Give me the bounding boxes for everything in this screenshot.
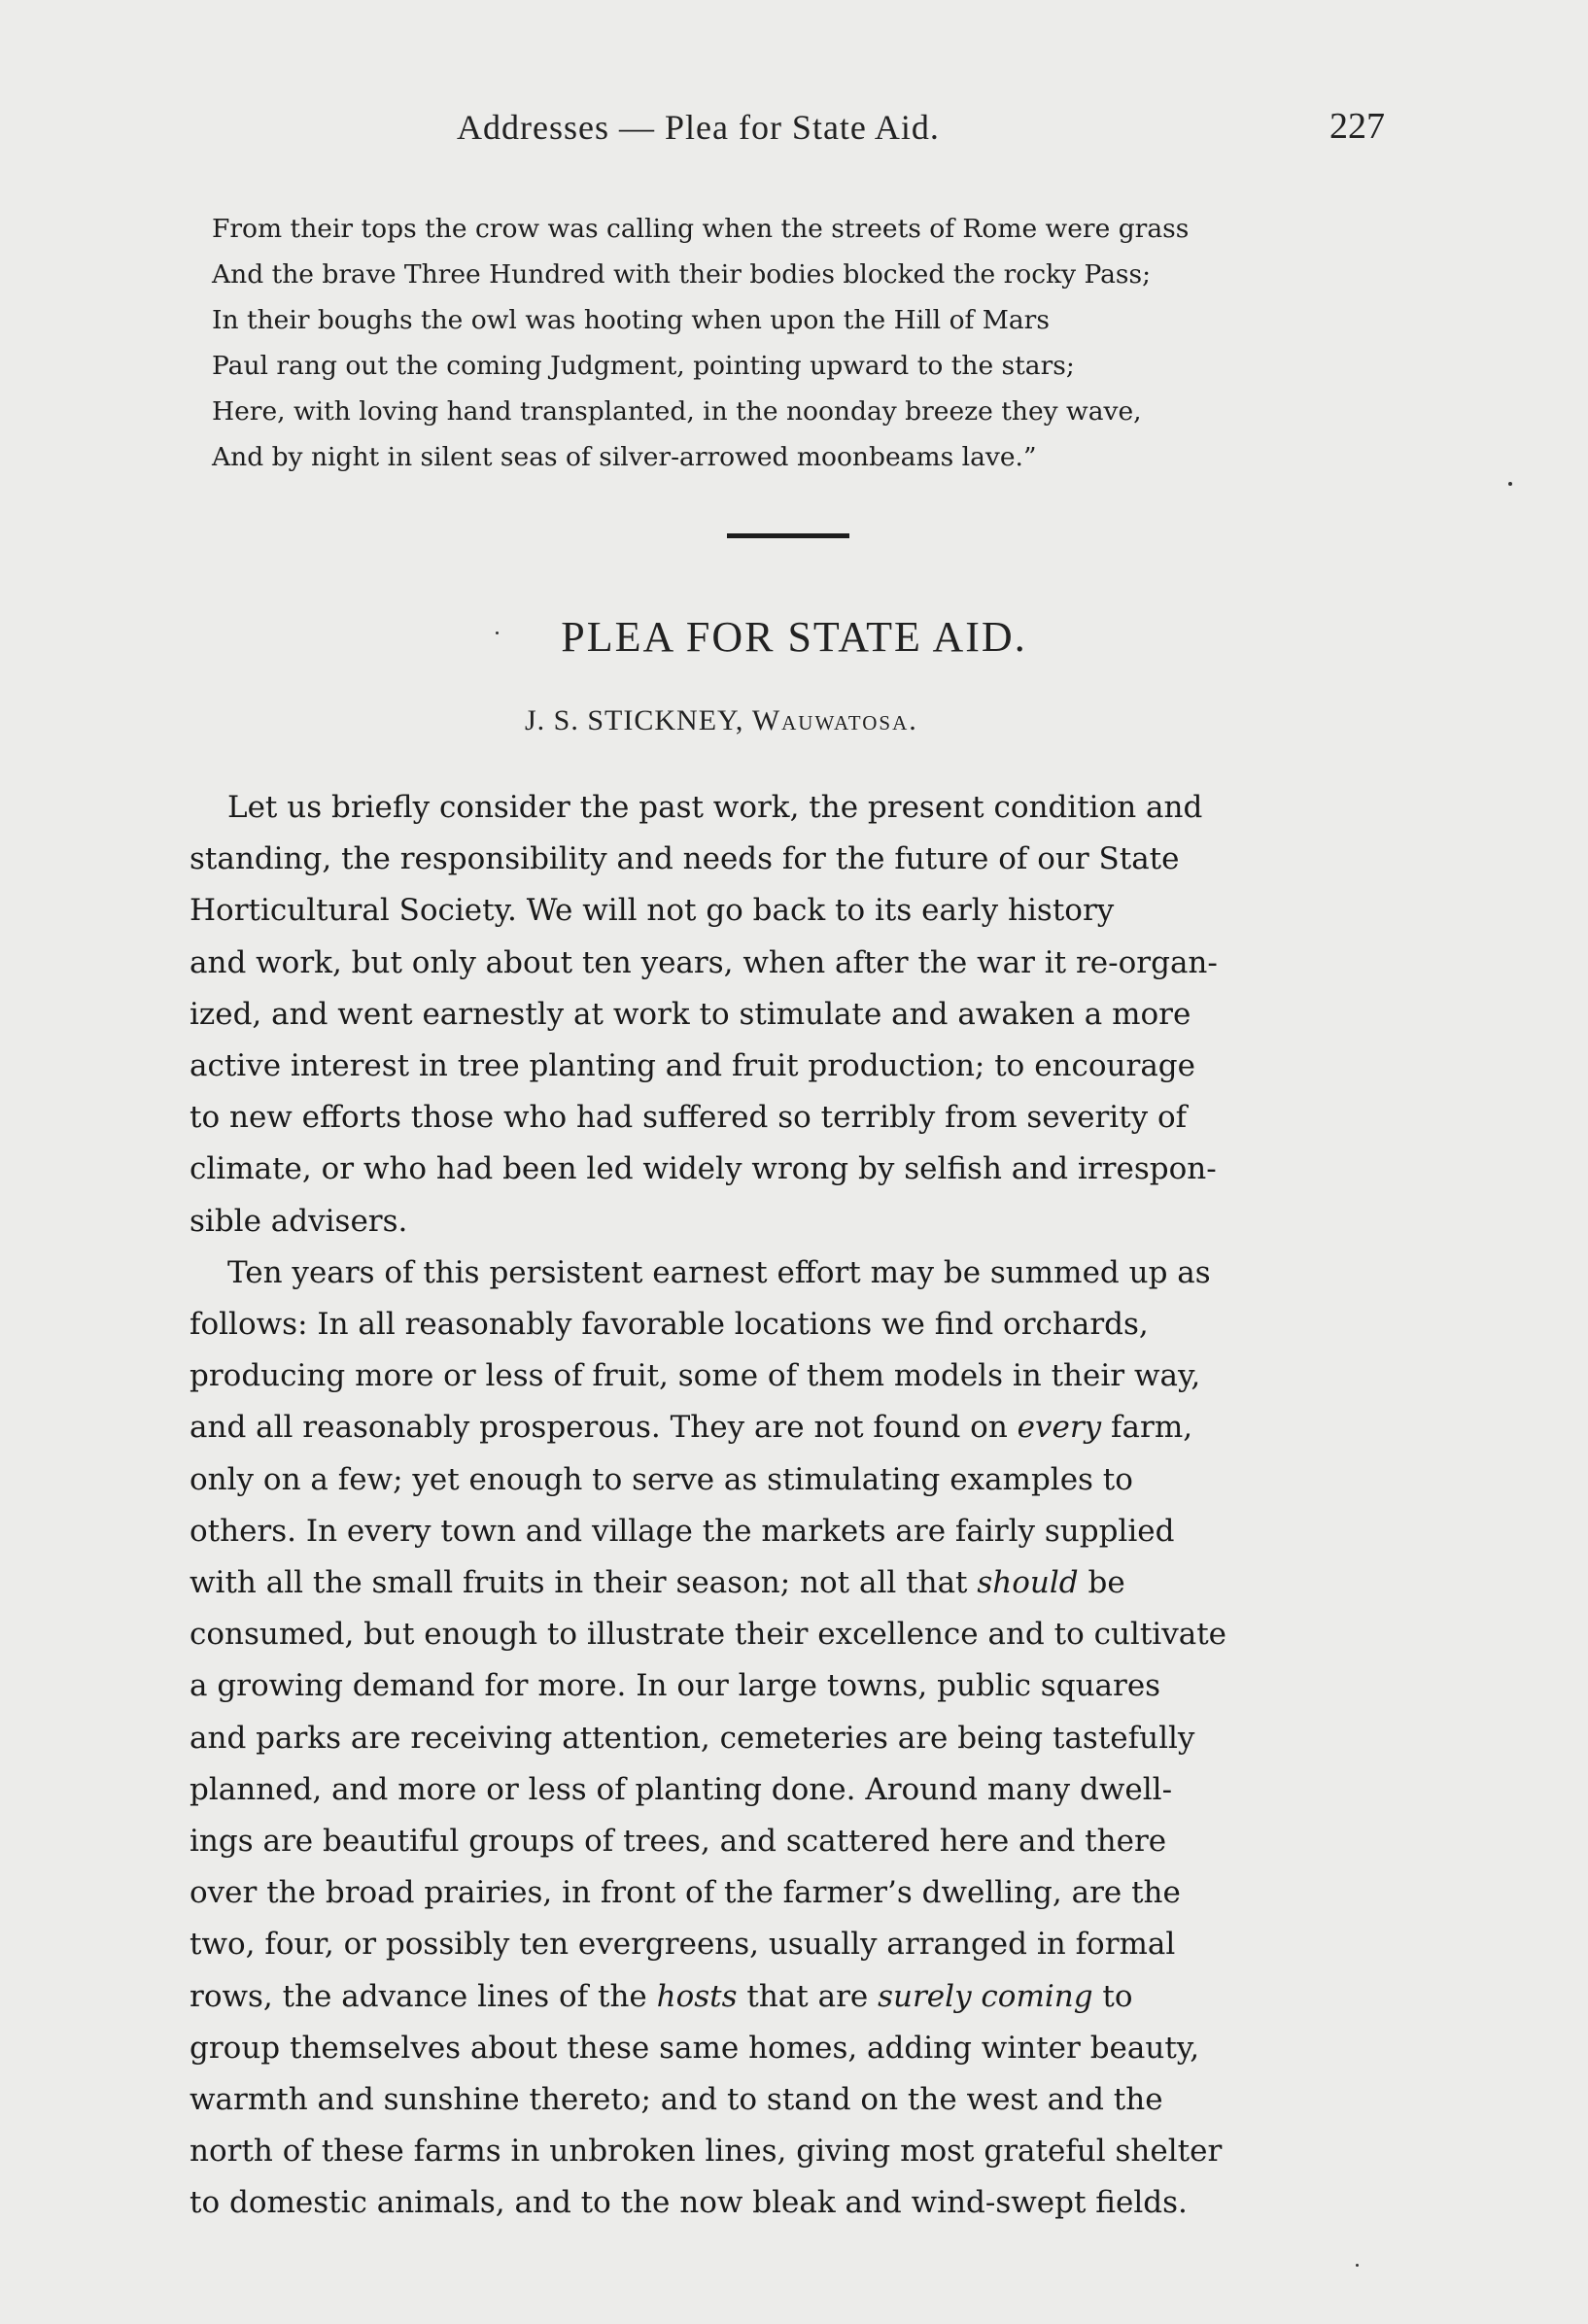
text-run: and all reasonably prosperous. They are not found on bbox=[190, 1410, 1018, 1446]
text-line: a growing demand for more. In our large towns, public squares bbox=[190, 1668, 1161, 1704]
poem-line: Here, with loving hand transplanted, in the noonday breeze they wave, bbox=[212, 396, 1142, 427]
text-line: consumed, but enough to illustrate their excellence and to cultivate bbox=[190, 1617, 1227, 1653]
text-line: sible advisers. bbox=[190, 1203, 408, 1239]
text-line: over the broad prairies, in front of the farmer’s dwelling, are the bbox=[190, 1875, 1181, 1911]
emphasis-surely-coming: surely coming bbox=[878, 1978, 1093, 2014]
text-line: Let us briefly consider the past work, the present condition and bbox=[227, 790, 1203, 825]
print-speck bbox=[1356, 2264, 1359, 2267]
text-line: warmth and sunshine thereto; and to stand on the west and the bbox=[190, 2082, 1163, 2118]
text-line: planned, and more or less of planting done. Around many dwell- bbox=[190, 1771, 1173, 1807]
text-line: and work, but only about ten years, when after the war it re-organ- bbox=[190, 944, 1218, 980]
text-line: standing, the responsibility and needs for the future of our State bbox=[190, 841, 1180, 877]
text-line: climate, or who had been led widely wrong by selfish and irrespon- bbox=[190, 1151, 1217, 1187]
text-line: Ten years of this persistent earnest effort may be summed up as bbox=[227, 1254, 1211, 1290]
section-divider bbox=[727, 533, 849, 538]
poem-line: Paul rang out the coming Judgment, pointing upward to the stars; bbox=[212, 351, 1075, 381]
text-line: Horticultural Society. We will not go back to its early history bbox=[190, 893, 1115, 929]
text-line: to domestic animals, and to the now bleak and wind-swept fields. bbox=[190, 2185, 1188, 2221]
text-line: to new efforts those who had suffered so terribly from severity of bbox=[190, 1100, 1188, 1136]
text-run: to bbox=[1092, 1978, 1133, 2014]
text-line bbox=[190, 1402, 1412, 1453]
text-line: north of these farms in unbroken lines, giving most grateful shelter bbox=[190, 2134, 1223, 2170]
poem-line: In their boughs the owl was hooting when upon the Hill of Mars bbox=[212, 305, 1050, 335]
text-line: others. In every town and village the markets are fairly supplied bbox=[190, 1513, 1175, 1549]
poem-line: And by night in silent seas of silver-arrowed moonbeams lave.” bbox=[212, 442, 1037, 472]
text-line: ings are beautiful groups of trees, and scattered here and there bbox=[190, 1824, 1167, 1860]
page-number: 227 bbox=[1329, 106, 1385, 147]
poem-line: And the brave Three Hundred with their bodies blocked the rocky Pass; bbox=[212, 259, 1152, 290]
print-speck bbox=[1508, 482, 1512, 486]
text-line: follows: In all reasonably favorable locations we find orchards, bbox=[190, 1307, 1149, 1343]
text-line: only on a few; yet enough to serve as stimulating examples to bbox=[190, 1461, 1133, 1497]
poem-stanza bbox=[212, 206, 1417, 480]
article-body bbox=[190, 782, 1412, 2230]
print-speck bbox=[496, 632, 499, 634]
text-line: active interest in tree planting and fruit production; to encourage bbox=[190, 1048, 1195, 1084]
paragraph-2 bbox=[190, 1247, 1412, 2230]
paragraph-1 bbox=[190, 782, 1412, 1247]
text-line: two, four, or possibly ten evergreens, usually arranged in formal bbox=[190, 1927, 1176, 1963]
author-place: Wauwatosa. bbox=[751, 704, 918, 736]
text-line: ized, and went earnestly at work to stimulate and awaken a more bbox=[190, 996, 1191, 1032]
emphasis-every: every bbox=[1017, 1410, 1102, 1446]
text-line: group themselves about these same homes, adding winter beauty, bbox=[190, 2030, 1200, 2066]
text-run: farm, bbox=[1101, 1410, 1193, 1446]
author-byline bbox=[525, 704, 918, 737]
author-name: J. S. STICKNEY, bbox=[525, 704, 744, 736]
emphasis-should: should bbox=[977, 1565, 1079, 1601]
text-line: and parks are receiving attention, cemeteries are being tastefully bbox=[190, 1720, 1195, 1756]
text-run: that are bbox=[737, 1978, 879, 2014]
text-line bbox=[190, 1557, 1412, 1609]
running-head: Addresses — Plea for State Aid. bbox=[457, 108, 940, 147]
text-run: rows, the advance lines of the bbox=[190, 1978, 657, 2014]
poem-line: From their tops the crow was calling when the streets of Rome were grass bbox=[212, 214, 1190, 244]
text-line bbox=[190, 1971, 1412, 2023]
emphasis-hosts: hosts bbox=[656, 1978, 738, 2014]
section-title: PLEA FOR STATE AID. bbox=[561, 613, 1027, 661]
text-line: producing more or less of fruit, some of them models in their way, bbox=[190, 1358, 1201, 1394]
text-run: be bbox=[1078, 1565, 1125, 1601]
text-run: with all the small fruits in their season; not all that bbox=[190, 1565, 978, 1601]
